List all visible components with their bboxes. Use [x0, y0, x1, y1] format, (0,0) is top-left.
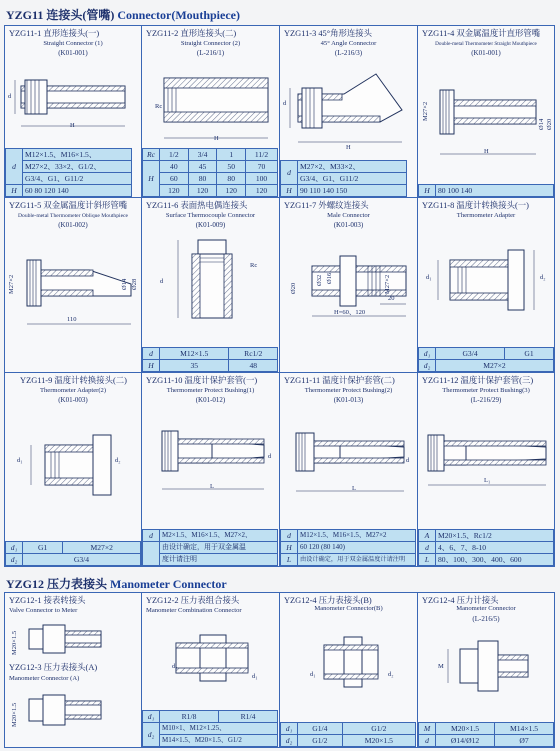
manometer-connector-drawing — [432, 631, 542, 701]
spec-table: d₁ G1 M27×2 d₂ G3/4 — [5, 541, 141, 566]
spec-table: d M12×1.5 Rc1/2 H 35 48 — [142, 347, 278, 372]
spec-table: d M12×1.5、M16×1.5、M27×2 H 60 120 (80 140) L 由设计确定，用于双金属温度计请注明 — [280, 529, 416, 566]
part-cell-yzg12-4: YZG12-4 压力计接头 Manometer Connector (L-216/5) M M M20×1.5 M14×1.5 d Ø14/Ø12 Ø7 — [418, 593, 555, 748]
thermometer-adapter-drawing — [424, 234, 550, 334]
thermometer-adapter-2-drawing — [11, 415, 137, 515]
part-cell-yzg12-1: YZG12-1 接表转接头 Valve Connector to Meter M20×1.5 YZG12-3 压力表接头(A) Manometer Connector (A) M20×1.5 — [5, 593, 142, 748]
part-title: YZG12-3 压力表接头(A) — [9, 663, 98, 672]
connector-grid — [4, 25, 555, 567]
part-cell-yzg11-4: YZG11-4 双金属温度计直形管嘴 Double-metal Thermometer Straight Mouthpiece (K01-001) M27×2 Ø14 Ø20 H H 80 100 140 — [418, 26, 555, 198]
spec-table: d₁ R1/8 R1/4 d₂ M10×1、M12×1.25、 M14×1.5、M20×1.5、G1/2 — [142, 710, 278, 747]
protect-bushing-1-drawing — [146, 411, 276, 511]
manometer-connector-a-drawing — [25, 687, 135, 735]
part-title: YZG12-2 压力表组合接头 — [146, 596, 240, 605]
straight-connector-2-drawing — [148, 66, 274, 146]
part-title: YZG11-8 温度计转换接头(一) — [422, 201, 529, 210]
part-title: YZG11-11 温度计保护套管(二) — [284, 376, 395, 385]
spec-table: M M20×1.5 M14×1.5 d Ø14/Ø12 Ø7 — [418, 722, 554, 747]
part-title: YZG12-4 压力表接头(B) — [284, 596, 372, 605]
spec-table: d M27×2、M33×2、 G3/4、G1、G11/2 H 90 110 140 150 — [280, 160, 407, 197]
part-title: YZG11-9 温度计转换接头(二) — [20, 376, 127, 385]
part-title: YZG11-10 温度计保护套管(一) — [146, 376, 258, 385]
manometer-grid — [4, 592, 555, 748]
part-cell-yzg11-11: YZG11-11 温度计保护套管(二) Thermometer Protect Bushing(2) (K01-013) L d d M12×1.5、M16×1.5、M27×2 H 60 120 (80 140) L 由设计确定，用于双金属温度计请注明 — [280, 373, 418, 567]
part-cell-yzg11-5: YZG11-5 双金属温度计斜形管嘴 Double-metal Thermometer Oblique Mouthpiece (K01-002) M27×2 110 Ø14 Ø28 — [5, 198, 142, 373]
protect-bushing-3-drawing — [422, 413, 552, 509]
spec-table: H 80 100 140 — [418, 184, 554, 197]
section-heading-connector: YZG11 连接头(管嘴) Connector(Mouthpiece) — [6, 8, 240, 22]
spec-table: d₁ G3/4 G1 d₂ M27×2 — [418, 347, 554, 372]
manometer-connector-b-drawing — [294, 627, 404, 697]
straight-connector-drawing — [11, 66, 137, 146]
combination-connector-drawing — [156, 623, 266, 693]
part-cell-yzg11-9: YZG11-9 温度计转换接头(二) Thermometer Adapter(2) (K01-003) d₁ d₂ d₁ G1 M27×2 d₂ G3/4 — [5, 373, 142, 567]
spec-table: d M2×1.5、M16×1.5、M27×2、 由设计确定，用于双金属温 度计请注明 — [142, 529, 278, 566]
part-title: YZG11-4 双金属温度计直形管嘴 — [422, 29, 541, 38]
spec-table: d₁ G1/4 G1/2 d₂ G1/2 M20×1.5 — [280, 722, 416, 747]
spec-table: A M20×1.5、Rc1/2 d 4、6、7、8-10 L 80、100、300、400、600 — [418, 529, 554, 566]
spec-table: Rc 1/2 3/4 1 11/2 H 40 45 50 70 60 80 80 100 120 120 120 120 — [142, 148, 278, 197]
part-cell-yzg11-6: YZG11-6 表面热电偶连接头 Surface Thermocouple Connector (K01-009) d Rc d M12×1.5 Rc1/2 H 35 48 — [142, 198, 280, 373]
part-cell-yzg11-12: YZG11-12 温度计保护套管(三) Thermometer Protect Bushing(3) (L-216/29) L₁ A M20×1.5、Rc1/2 d 4、6、7、8-10 L 80、100、300、400、600 — [418, 373, 555, 567]
part-title: YZG11-5 双金属温度计斜形管嘴 — [9, 201, 128, 210]
part-title: YZG11-3 45°角形连接头 — [284, 29, 372, 38]
valve-connector-drawing — [25, 619, 135, 659]
spec-table: d M12×1.5、M16×1.5、 M27×2、33×2、G1/2、 G3/4、G1、G11/2 H 60 80 120 140 — [5, 148, 132, 197]
part-cell-yzg11-2: YZG11-2 直形连接头(二) Straight Connector (2) (L-216/1) Rc H Rc 1/2 3/4 1 11/2 H 40 45 50 70 60 80 80 100 120 120 120 120 — [142, 26, 280, 198]
part-cell-yzg11-8: YZG11-8 温度计转换接头(一) Thermometer Adapter d₁ d₂ d₁ G3/4 G1 d₂ M27×2 — [418, 198, 555, 373]
part-cell-yzg11-1: YZG11-1 直形连接头(一) Straight Connector (1) (K01-001) H d d M12×1.5、M16×1.5、 M27×2、33×2、G1/2、 G3/4、G1、G11/2 H 60 80 120 140 — [5, 26, 142, 198]
part-title: YZG12-4 压力计接头 — [422, 596, 499, 605]
part-cell-yzg12-2: YZG12-2 压力表组合接头 Manometer Combination Connector d₂ d₁ d₁ R1/8 R1/4 d₂ M10×1、M12×1.25、 M14×1.5、M20×1.5、G1/2 — [142, 593, 280, 748]
thermocouple-connector-drawing — [148, 234, 274, 334]
part-title: YZG11-6 表面热电偶连接头 — [146, 201, 248, 210]
part-cell-yzg11-10: YZG11-10 温度计保护套管(一) Thermometer Protect Bushing(1) (K01-012) L d d M2×1.5、M16×1.5、M27×2、 由设计确定，用于双金属温 度计请注明 — [142, 373, 280, 567]
part-cell-yzg11-7: YZG11-7 外螺纹连接头 Male Connector (K01-003) Ø20 Ø32 Ø16 M27×2 20 H=60、120 — [280, 198, 418, 373]
angle-connector-drawing — [284, 64, 414, 150]
part-title: YZG11-2 直形连接头(二) — [146, 29, 237, 38]
part-title: YZG11-7 外螺纹连接头 — [284, 201, 369, 210]
part-title: YZG12-1 接表转接头 — [9, 596, 86, 605]
part-title: YZG11-1 直形连接头(一) — [9, 29, 100, 38]
part-cell-yzg11-3: YZG11-3 45°角形连接头 45° Angle Connector (L-216/3) d H d M27×2、M33×2、 G3/4、G1、G11/2 H 90 110 140 150 — [280, 26, 418, 198]
section-heading-manometer: YZG12 压力表接头 Manometer Connector — [6, 577, 227, 591]
protect-bushing-2-drawing — [284, 411, 414, 511]
part-title: YZG11-12 温度计保护套管(三) — [422, 376, 534, 385]
part-cell-yzg12-4b: YZG12-4 压力表接头(B) Manometer Connector(B) d₁ d₂ d₁ G1/4 G1/2 d₂ G1/2 M20×1.5 — [280, 593, 418, 748]
